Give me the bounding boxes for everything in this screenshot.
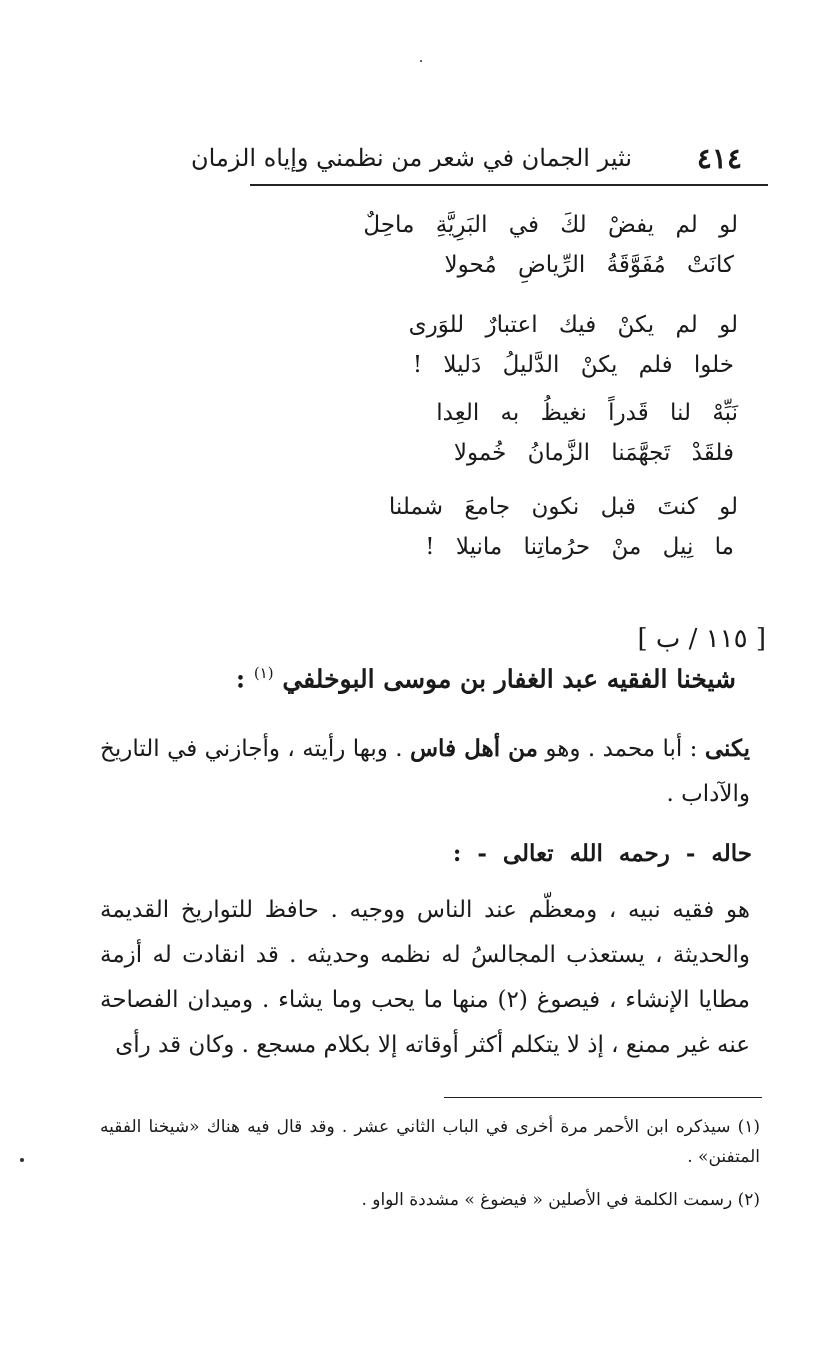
poem-hemistich: ما نِيل منْ حرُماتِنا مانيلا ! <box>425 534 734 560</box>
header-rule <box>250 184 768 186</box>
kunya-rest: . وبها رأيته ، وأجازني في التاريخ والآداب . <box>100 736 750 807</box>
kunya-origin: من أهل فاس <box>409 735 538 762</box>
hal-line: حاله - رحمه الله تعالى - : <box>452 840 752 867</box>
footnote-1: (١) سيذكره ابن الأحمر مرة أخرى في الباب الثاني عشر . وقد قال فيه هناك «شيخنا الفقيه المتفنن» . <box>100 1117 760 1167</box>
entry-heading <box>236 664 736 693</box>
scan-speck <box>20 1158 24 1162</box>
kunya-label: يكنى <box>704 735 751 762</box>
running-title: نثير الجمان في شعر من نظمني وإياه الزمان <box>191 144 632 172</box>
entry-heading-colon: : <box>235 664 246 694</box>
scan-speck <box>420 60 422 62</box>
hal-heading <box>453 840 752 867</box>
folio-marker: [ ١١٥ / ب ] <box>637 624 766 654</box>
footnote-ref: (١) <box>253 664 274 682</box>
kunya-text: : أبا محمد . وهو <box>545 736 698 762</box>
entry-heading-text: شيخنا الفقيه عبد الغفار بن موسى البوخلفي <box>282 664 736 694</box>
poem-hemistich: نَبِّهْ لنا قَدراً نغيظُ به العِدا <box>436 400 738 426</box>
kunya-paragraph <box>100 726 750 817</box>
page-number: ٤١٤ <box>696 142 742 175</box>
poem-hemistich: لو كنتَ قبل نكون جامعَ شملنا <box>388 494 738 520</box>
poem-hemistich: كانَتْ مُفَوَّقَةُ الرِّياضِ مُحولا <box>444 252 734 278</box>
poem-hemistich: لو لم يفضْ لكَ في البَرِيَّةِ ماحِلٌ <box>363 212 738 238</box>
biography-paragraph: هو فقيه نبيه ، ومعظّم عند الناس ووجيه . حافظ للتواريخ القديمة والحديثة ، يستعذب المجالسُ له نظمه وحديثه . قد انقادت له أزمة مطايا الإنشاء ، فيصوغ (٢) منها ما يحب وما يشاء . وميدان الفصاحة عنه غير ممنع ، إذ لا يتكلم أكثر أوقاته إلا بكلام مسجع . وكان قد رأى <box>100 897 750 1058</box>
footnote-rule <box>444 1097 762 1098</box>
poem-hemistich: خلوا فلم يكنْ الدَّليلُ دَليلا ! <box>412 352 734 378</box>
poem-hemistich: فلقَدْ تَجهَّمَنا الزَّمانُ خُمولا <box>453 440 734 466</box>
page-header <box>191 140 750 184</box>
footnote-2: (٢) رسمت الكلمة في الأصلين « فيضوغ » مشددة الواو . <box>361 1190 760 1210</box>
poem-hemistich: لو لم يكنْ فيك اعتبارٌ للوَرى <box>408 312 738 338</box>
